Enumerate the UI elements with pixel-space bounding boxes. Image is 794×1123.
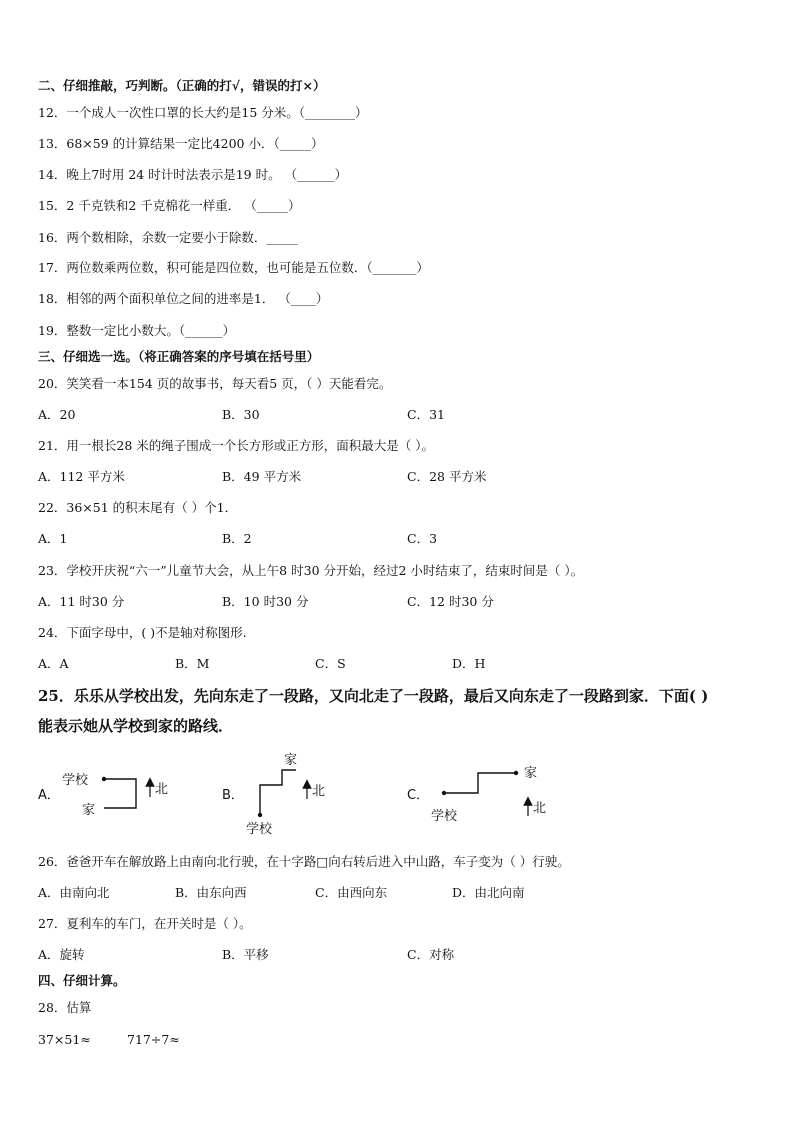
question-28: 28．估算	[38, 1000, 92, 1015]
q25-c-home-label: 家	[524, 766, 538, 781]
q20-option-a: A．20	[38, 407, 76, 422]
question-12: 12．一个成人一次性口罩的长大约是15 分米。（________）	[38, 105, 368, 120]
q25-a-home-label: 家	[82, 803, 96, 818]
q22-option-b: B．2	[222, 531, 252, 546]
q23-option-c: C．12 时30 分	[407, 594, 494, 609]
question-15: 15．2 千克铁和2 千克棉花一样重． （_____）	[38, 198, 301, 213]
question-17: 17．两位数乘两位数，积可能是四位数，也可能是五位数．（_______）	[38, 260, 429, 275]
question-21: 21．用一根长28 米的绳子围成一个长方形或正方形，面积最大是（ ）。	[38, 438, 435, 453]
q26-option-b: B．由东向西	[175, 885, 247, 900]
question-13: 13．68×59 的计算结果一定比4200 小．（_____）	[38, 136, 324, 151]
q25-a-school-dot	[102, 777, 106, 781]
section-2-title: 二、仔细推敲，巧判断。（正确的打√，错误的打×）	[38, 78, 326, 93]
q25-a-school-label: 学校	[62, 773, 89, 788]
q25-option-c-letter: C．	[407, 788, 430, 803]
q28-expr-2: 717÷7≈	[127, 1032, 180, 1047]
q25-c-route	[444, 773, 516, 793]
question-16: 16．两个数相除，余数一定要小于除数．_____	[38, 230, 298, 245]
q20-option-b: B．30	[222, 407, 260, 422]
q25-c-school-label: 学校	[431, 809, 458, 824]
q25-option-a-letter: A．	[38, 788, 60, 803]
q25-b-school-dot	[258, 813, 262, 817]
q25-b-route	[260, 770, 296, 815]
q25-route-diagrams	[0, 745, 794, 845]
q24-option-d: D．H	[452, 656, 486, 671]
q25-b-north-label: 北	[312, 784, 326, 799]
question-26: 26．爸爸开车在解放路上由南向北行驶，在十字路□向右转后进入中山路，车子变为（ ）行驶。	[38, 854, 570, 869]
question-22: 22．36×51 的积末尾有（ ）个1．	[38, 500, 238, 515]
q25-b-school-label: 学校	[246, 822, 273, 837]
q26-option-d: D．由北向南	[452, 885, 525, 900]
q24-option-c: C．S	[315, 656, 346, 671]
q28-expr-1: 37×51≈	[38, 1032, 91, 1047]
q21-option-c: C．28 平方米	[407, 469, 487, 484]
q22-option-c: C．3	[407, 531, 438, 546]
q23-option-b: B．10 时30 分	[222, 594, 309, 609]
question-27: 27．夏利车的车门，在开关时是（ ）。	[38, 916, 252, 931]
q27-option-c: C．对称	[407, 947, 455, 962]
q26-option-a: A．由南向北	[38, 885, 110, 900]
question-14: 14．晚上7时用 24 时计时法表示是19 时。 （______）	[38, 167, 348, 182]
question-25-line-2: 能表示她从学校到家的路线．	[38, 717, 234, 735]
q27-option-a: A．旋转	[38, 947, 85, 962]
q24-option-a: A．A	[38, 656, 69, 671]
question-18: 18．相邻的两个面积单位之间的进率是1． （____）	[38, 291, 329, 306]
q23-option-a: A．11 时30 分	[38, 594, 125, 609]
q26-option-c: C．由西向东	[315, 885, 388, 900]
question-19: 19．整数一定比小数大。（______）	[38, 323, 236, 338]
q21-option-a: A．112 平方米	[38, 469, 125, 484]
q25-a-north-label: 北	[155, 782, 169, 797]
section-3-title: 三、仔细选一选。（将正确答案的序号填在括号里）	[38, 349, 320, 364]
q25-a-route	[104, 779, 136, 808]
q24-option-b: B．M	[175, 656, 210, 671]
q27-option-b: B．平移	[222, 947, 269, 962]
q25-c-school-dot	[442, 791, 446, 795]
q20-option-c: C．31	[407, 407, 445, 422]
section-4-title: 四、仔细计算。	[38, 973, 126, 988]
question-25-line-1: 25．乐乐从学校出发，先向东走了一段路，又向北走了一段路，最后又向东走了一段路到家．下面( )	[38, 687, 709, 705]
question-23: 23．学校开庆祝“六一”儿童节大会，从上午8 时30 分开始，经过2 小时结束了，结束时间是（ ）。	[38, 563, 584, 578]
q25-b-home-label: 家	[284, 753, 298, 768]
q25-c-north-label: 北	[533, 801, 547, 816]
question-20: 20．笑笑看一本154 页的故事书，每天看5 页，（ ）天能看完。	[38, 376, 392, 391]
q22-option-a: A．1	[38, 531, 68, 546]
question-24: 24．下面字母中，( )不是轴对称图形.	[38, 625, 247, 640]
q25-option-b-letter: B．	[222, 788, 244, 803]
q21-option-b: B．49 平方米	[222, 469, 302, 484]
q25-c-home-dot	[514, 771, 518, 775]
